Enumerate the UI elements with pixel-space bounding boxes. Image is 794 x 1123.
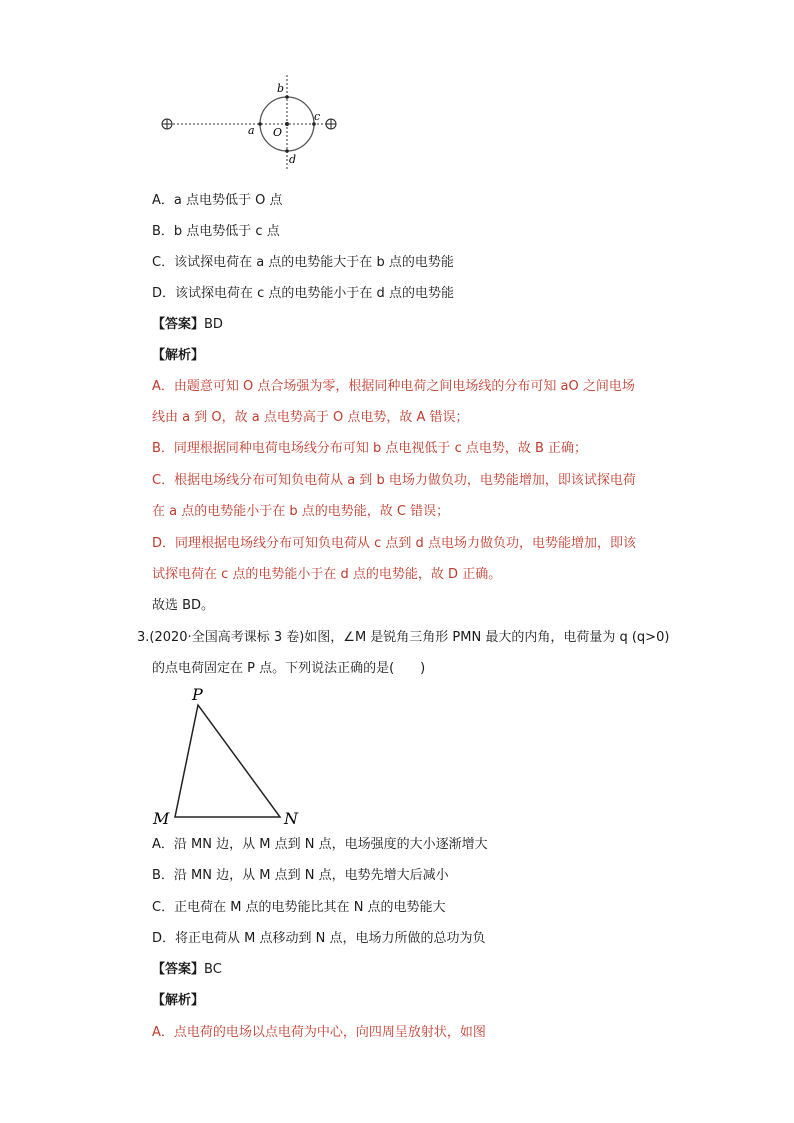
label-M: M — [153, 809, 170, 828]
q2-option-b: B．b 点电势低于 c 点 — [152, 224, 280, 239]
q3-stem-line1: 3.(2020·全国高考课标 3 卷)如图，∠M 是锐角三角形 PMN 最大的内角，电荷量为 q (q>0) — [137, 630, 670, 645]
point-a-dot — [258, 122, 262, 126]
q3-answer — [152, 961, 222, 979]
q3-option-c: C．正电荷在 M 点的电势能比其在 N 点的电势能大 — [152, 900, 446, 915]
q2-option-a: A．a 点电势低于 O 点 — [152, 193, 283, 208]
q2-analysis-line: 试探电荷在 c 点的电势能小于在 d 点的电势能，故 D 正确。 — [152, 567, 502, 582]
q2-answer — [152, 316, 223, 334]
q2-option-c: C．该试探电荷在 a 点的电势能大于在 b 点的电势能 — [152, 255, 454, 270]
label-b: b — [277, 82, 285, 95]
q3-analysis-line: A．点电荷的电场以点电荷为中心，向四周呈放射状，如图 — [152, 1025, 486, 1040]
point-O-dot — [285, 122, 289, 126]
point-b-dot — [285, 95, 289, 99]
q3-option-a: A．沿 MN 边，从 M 点到 N 点，电场强度的大小逐渐增大 — [152, 837, 488, 852]
charges-circle-figure — [155, 70, 345, 170]
answer-value: BD — [204, 317, 223, 332]
q2-analysis-line: A．由题意可知 O 点合场强为零，根据同种电荷之间电场线的分布可知 aO 之间电场 — [152, 379, 635, 394]
q3-analysis-label: 【解析】 — [152, 993, 205, 1008]
answer-label: 【答案】 — [152, 962, 205, 977]
q3-stem-line2: 的点电荷固定在 P 点。下列说法正确的是( ) — [152, 661, 426, 676]
label-a: a — [248, 124, 255, 137]
q2-analysis-line: B．同理根据同种电荷电场线分布可知 b 点电视低于 c 点电势，故 B 正确； — [152, 441, 588, 456]
label-O: O — [273, 126, 283, 139]
right-positive-charge-icon — [326, 119, 336, 129]
label-d: d — [289, 153, 297, 166]
q2-analysis-line: D．同理根据电场线分布可知负电荷从 c 点到 d 点电场力做负功，电势能增加，即该 — [152, 536, 636, 551]
q2-analysis-line: C．根据电场线分布可知负电荷从 a 到 b 电场力做负功，电势能增加，即该试探电荷 — [152, 473, 636, 488]
q2-conclusion: 故选 BD。 — [152, 598, 215, 613]
answer-value: BC — [204, 962, 222, 977]
label-N: N — [284, 809, 298, 828]
triangle-pmn-figure — [150, 682, 310, 832]
q2-analysis-label: 【解析】 — [152, 348, 205, 363]
q2-analysis-line: 线由 a 到 O，故 a 点电势高于 O 点电势，故 A 错误； — [152, 410, 469, 425]
q3-option-b: B．沿 MN 边，从 M 点到 N 点，电势先增大后减小 — [152, 868, 449, 883]
left-positive-charge-icon — [162, 119, 172, 129]
q2-analysis-line: 在 a 点的电势能小于在 b 点的电势能，故 C 错误； — [152, 504, 450, 519]
triangle-pmn — [175, 705, 280, 817]
label-P: P — [192, 685, 203, 704]
q3-option-d: D．将正电荷从 M 点移动到 N 点，电场力所做的总功为负 — [152, 931, 486, 946]
answer-label: 【答案】 — [152, 317, 205, 332]
q2-option-d: D．该试探电荷在 c 点的电势能小于在 d 点的电势能 — [152, 286, 454, 301]
label-c: c — [314, 110, 321, 123]
